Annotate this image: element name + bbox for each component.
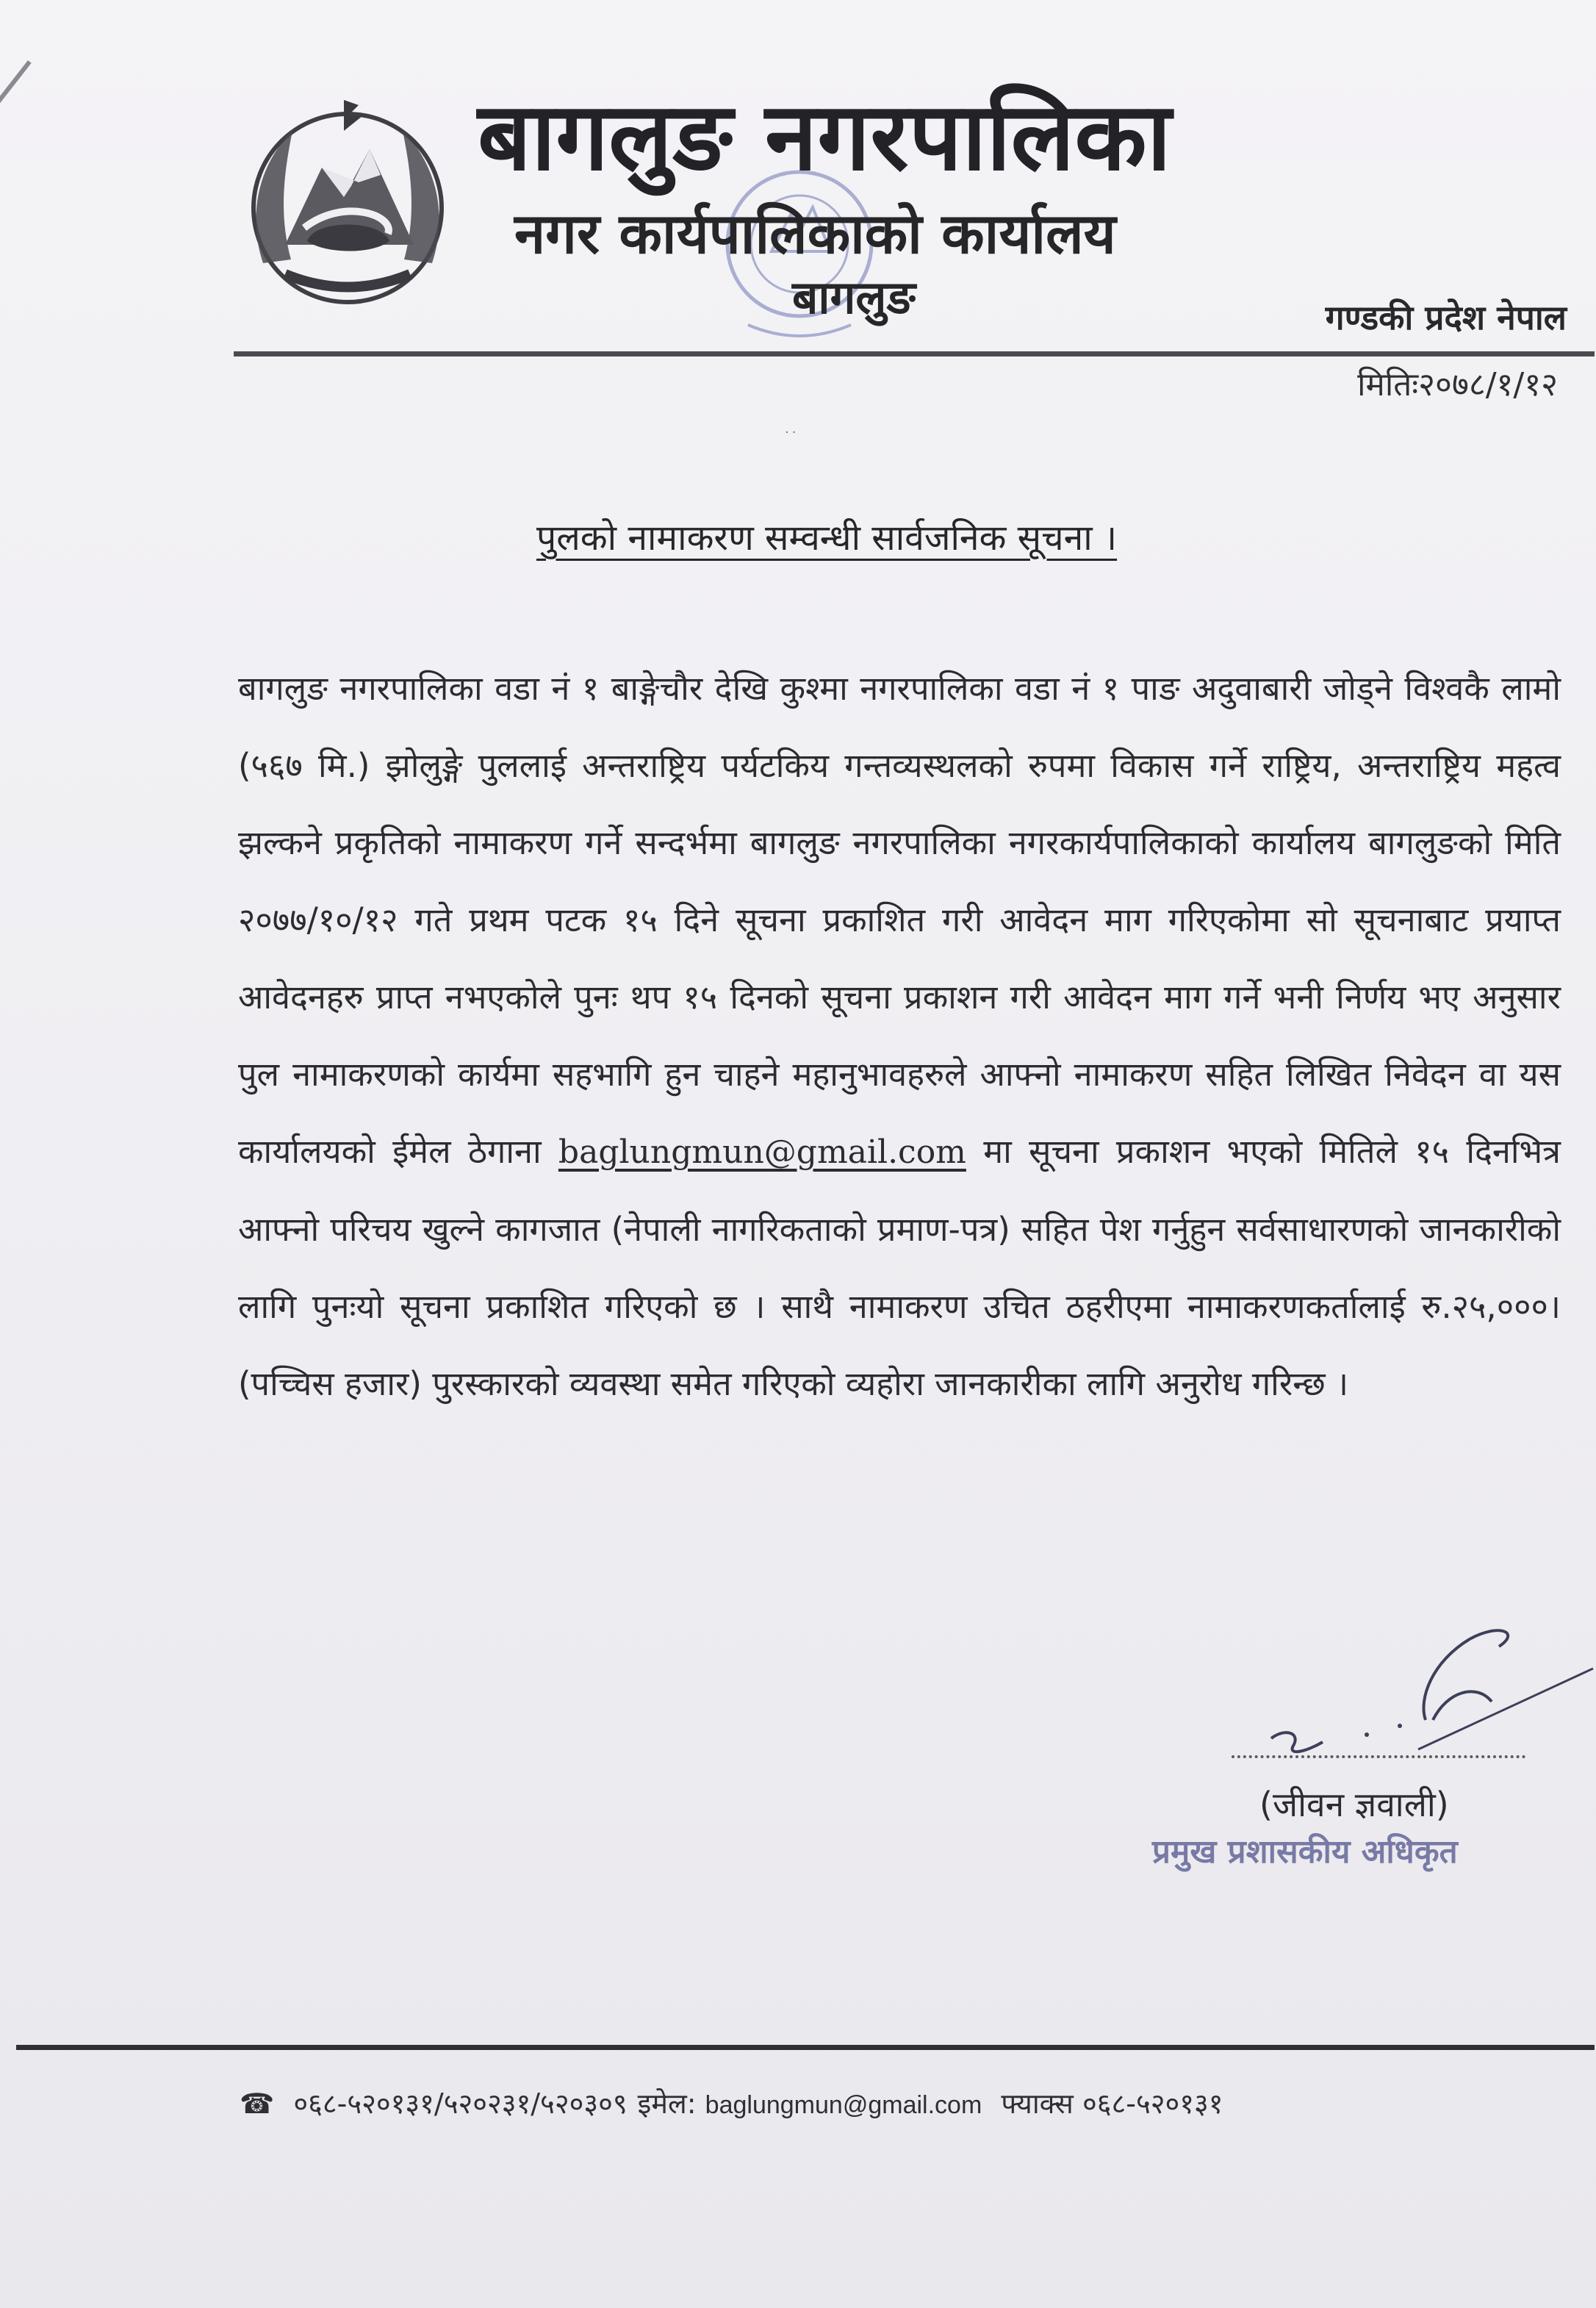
notice-body — [238, 650, 1561, 1422]
header-divider — [234, 351, 1595, 356]
footer-email-label: इमेल: — [637, 2087, 697, 2120]
signature-line — [1232, 1741, 1525, 1758]
stray-dots: ·· — [785, 425, 799, 440]
city-name: बागलुङ — [792, 270, 916, 324]
signer-name: (जीवन ज्ञवाली) — [1259, 1785, 1449, 1824]
telephone-icon: ☎ — [240, 2087, 275, 2120]
footer-phone: ०६८-५२०१३१/५२०२३१/५२०३०९ — [293, 2087, 628, 2120]
footer-fax-label: फ्याक्स — [1001, 2087, 1074, 2120]
body-part-1: बागलुङ नगरपालिका वडा नं १ बाङ्गेचौर देखि कुश्मा नगरपालिका वडा नं १ पाङ अदुवाबारी जोड्ने विश्वकै लामो (५६७ मि.) झोलुङ्गे पुललाई अन्तराष्ट्रिय पर्यटकिय गन्तव्यस्थलको रुपमा विकास गर्ने राष्ट्रिय, अन्तराष्ट्रिय महत्व झल्कने प्रकृतिको नामाकरण गर्ने सन्दर्भमा बागलुङ नगरपालिका नगरकार्यपालिकाको कार्यालय बागलुङको मिति २०७७/१०/१२ गते प्रथम पटक १५ दिने सूचना प्रकाशित गरी आवेदन माग गरिएकोमा सो सूचनाबाट प्रयाप्त आवेदनहरु प्राप्त नभएकोले पुनः थप १५ दिनको सूचना प्रकाशन गरी आवेदन माग गर्ने भनी निर्णय भए अनुसार पुल नामाकरणको कार्यमा सहभागि हुन चाहने महानुभावहरुले आफ्नो नामाकरण सहित लिखित निवेदन वा यस कार्यालयको ईमेल ठेगाना — [238, 669, 1561, 1171]
letter-date: मितिः२०७८/१/१२ — [1357, 366, 1558, 404]
footer-contact — [240, 2082, 1562, 2126]
municipality-name: बागलुङ नगरपालिका — [478, 82, 1171, 192]
nepal-emblem-icon — [234, 87, 461, 315]
footer-fax: ०६८-५२०१३१ — [1082, 2087, 1223, 2120]
province-name: गण्डकी प्रदेश नेपाल — [1325, 298, 1567, 337]
footer-divider — [16, 2045, 1595, 2050]
signer-title-stamp: प्रमुख प्रशासकीय अधिकृत — [1152, 1833, 1458, 1871]
footer-email[interactable]: baglungmun@gmail.com — [705, 2091, 982, 2119]
body-part-2: मा सूचना प्रकाशन भएको मितिले १५ दिनभित्र आफ्नो परिचय खुल्ने कागजात (नेपाली नागरिकताको प्रमाण-पत्र) सहित पेश गर्नुहुन सर्वसाधारणको जानकारीको लागि पुनःयो सूचना प्रकाशित गरिएको छ । साथै नामाकरण उचित ठहरीएमा नामाकरणकर्तालाई रु.२५,०००।(पच्चिस हजार) पुरस्कारको व्यवस्था समेत गरिएको व्यहोरा जानकारीका लागि अनुरोध गरिन्छ । — [238, 1132, 1561, 1403]
notice-email-link[interactable]: baglungmun@gmail.com — [558, 1133, 966, 1171]
office-name: नगर कार्यपालिकाको कार्यालय — [514, 201, 1116, 266]
notice-title: पुलको नामाकरण सम्वन्धी सार्वजनिक सूचना । — [536, 517, 1118, 559]
